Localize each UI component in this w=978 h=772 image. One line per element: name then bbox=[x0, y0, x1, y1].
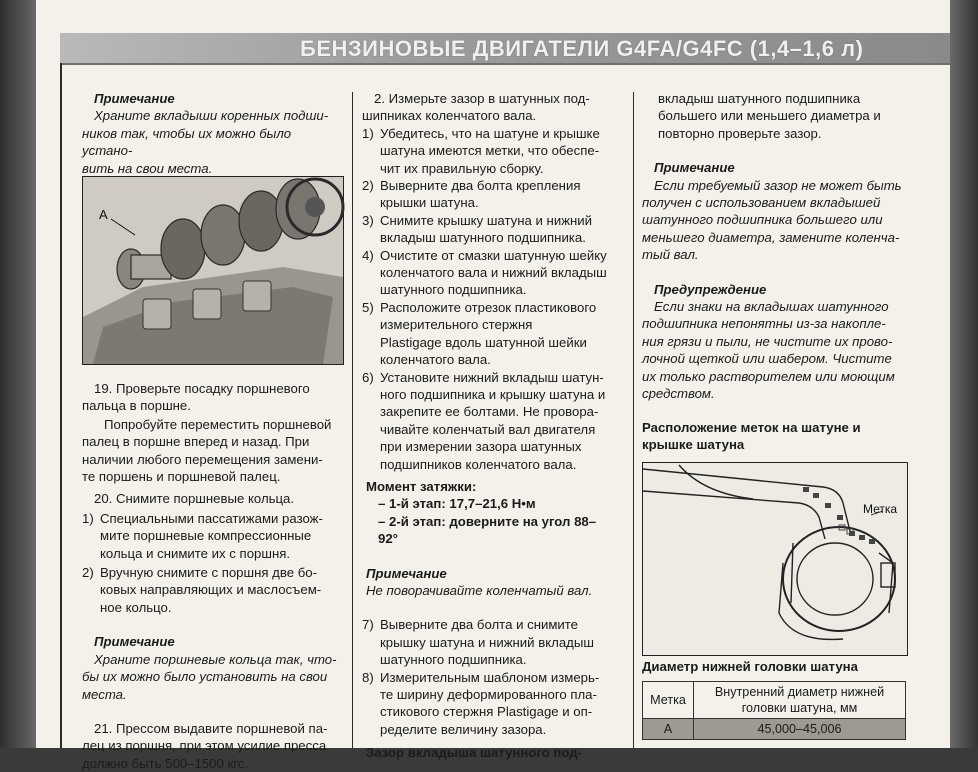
note-line: тый вал. bbox=[642, 247, 699, 263]
step-20-title: 20. Снимите поршневые кольца. bbox=[94, 491, 295, 507]
torque-stage-2-cont: 92° bbox=[378, 531, 398, 547]
page-header-title: БЕНЗИНОВЫЕ ДВИГАТЕЛИ G4FA/G4FC (1,4–1,6 л) bbox=[300, 36, 864, 61]
note-line: получен с использованием вкладышей bbox=[642, 195, 881, 211]
note-title: Примечание bbox=[654, 160, 735, 176]
list-item: 4) Очистите от смазки шатунную шейку коленчатого вала и нижний вкладыш шатунного подшипника. bbox=[362, 247, 607, 298]
note-title: Примечание bbox=[94, 91, 175, 106]
step-21-line: лец из поршня, при этом усилие пресса bbox=[82, 738, 327, 754]
table-cell: А bbox=[643, 719, 694, 740]
note-line: ников так, чтобы их можно было устано- bbox=[82, 125, 292, 159]
step-19-title-cont: пальца в поршне. bbox=[82, 398, 191, 414]
column-divider bbox=[352, 92, 353, 748]
list-item: 7) Выверните два болта и снимите крышку шатуна и нижний вкладыш шатунного подшипника. bbox=[362, 617, 594, 668]
warning-line: Если знаки на вкладышах шатунного bbox=[654, 299, 889, 315]
note-line: бы их можно было установить на свои bbox=[82, 669, 328, 685]
list-item: 2) Вручную снимите с поршня две бо- ковых направляющих и маслосъем- ное кольцо. bbox=[82, 565, 322, 615]
table-title: Диаметр нижней головки шатуна bbox=[642, 659, 858, 674]
step-2-title-cont: шипниках коленчатого вала. bbox=[362, 108, 537, 124]
right-column-table-title bbox=[642, 658, 906, 675]
column-divider bbox=[633, 92, 634, 748]
spec-table bbox=[642, 681, 906, 740]
note-line: места. bbox=[82, 686, 127, 702]
list-item: 1) Убедитесь, что на шатуне и крышке шатуна имеются метки, что обеспе- чит их правильную сборку. bbox=[362, 125, 600, 176]
text-line: большего или меньшего диаметра и bbox=[658, 108, 881, 124]
step-19-line: Попробуйте переместить поршневой bbox=[104, 416, 332, 432]
table-header-cell: Внутренний диаметр нижней головки шатуна, мм bbox=[694, 682, 906, 719]
step-19-line: наличии любого перемещения замени- bbox=[82, 451, 323, 467]
warning-title: Предупреждение bbox=[654, 281, 767, 297]
scan-frame-right bbox=[950, 0, 978, 748]
middle-column bbox=[362, 90, 624, 762]
note-title: Примечание bbox=[366, 565, 447, 581]
table-cell: 45,000–45,006 bbox=[694, 719, 906, 740]
list-item: 1) Специальными пассатижами разож- мите поршневые компрессионные кольца и снимите их с поршня. bbox=[82, 510, 323, 561]
right-column bbox=[642, 90, 906, 453]
left-column-lower bbox=[82, 380, 344, 772]
left-column bbox=[82, 90, 344, 177]
note-line: шатунного подшипника большего или bbox=[642, 212, 883, 228]
torque-stage-1: – 1-й этап: 17,7–21,6 Н•м bbox=[378, 496, 536, 512]
warning-line: лочной щеткой или шабером. Чистите bbox=[642, 351, 892, 367]
step-19-title: 19. Проверьте посадку поршневого bbox=[94, 381, 310, 396]
step-19-line: те поршень и поршневой палец. bbox=[82, 469, 281, 485]
text-line: повторно проверьте зазор. bbox=[658, 125, 822, 141]
scan-frame-left bbox=[0, 0, 36, 748]
note-line: меньшего диаметра, замените коленча- bbox=[642, 229, 900, 245]
torque-stage-2: – 2-й этап: доверните на угол 88– bbox=[378, 513, 597, 529]
table-header-cell: Метка bbox=[643, 682, 694, 719]
list-item: 8) Измерительным шаблоном измерь- те ширину деформированного пла- стикового стержня Plastigage и оп- ределите величину зазора. bbox=[362, 669, 600, 737]
section-heading-cont: крышке шатуна bbox=[642, 436, 745, 452]
note-line: Храните поршневые кольца так, что- bbox=[94, 651, 337, 667]
note-line: вить на свои места. bbox=[82, 160, 213, 176]
step-21-line: 21. Прессом выдавите поршневой па- bbox=[94, 720, 328, 736]
step-19-line: палец в поршне вперед и назад. При bbox=[82, 434, 310, 450]
note-line: Храните вкладыши коренных подши- bbox=[94, 108, 329, 124]
note-line: Не поворачивайте коленчатый вал. bbox=[366, 582, 593, 598]
text-line: вкладыш шатунного подшипника bbox=[658, 91, 861, 106]
list-item: 6) Установите нижний вкладыш шатун- ного подшипника и крышку шатуна и закрепите ее болтами. Не проворa- чивайте коленчатый вал двигателя при измерении зазора шатунных подшипников коленчатого вала. bbox=[362, 369, 606, 472]
warning-line: ния грязи и пыли, не чистите их прово- bbox=[642, 333, 893, 349]
table-header-row bbox=[643, 682, 906, 719]
list-item: 2) Выверните два болта крепления крышки шатуна. bbox=[362, 178, 581, 211]
book-page bbox=[36, 0, 950, 771]
connecting-rod-figure bbox=[642, 462, 908, 656]
connecting-rod-illustration bbox=[643, 463, 907, 655]
step-2-title: 2. Измерьте зазор в шатунных под- bbox=[374, 91, 590, 106]
warning-line: их только растворителем или моющим bbox=[642, 368, 895, 384]
note-line: Если требуемый зазор не может быть bbox=[654, 177, 902, 193]
list-item: 5) Расположите отрезок пластикового измерительного стержня Plastigage вдоль шатунной шейки коленчатого вала. bbox=[362, 299, 597, 368]
note-title: Примечание bbox=[94, 634, 175, 650]
list-item: 3) Снимите крышку шатуна и нижний вкладыш шатунного подшипника. bbox=[362, 212, 593, 246]
table-row bbox=[643, 719, 906, 740]
warning-line: подшипника непонятны из-за накопле- bbox=[642, 316, 886, 332]
section-heading: Зазор вкладыша шатунного под- bbox=[366, 745, 583, 761]
figure-label-mark: Метка bbox=[863, 502, 898, 516]
torque-title: Момент затяжки: bbox=[366, 478, 477, 494]
warning-line: средством. bbox=[642, 386, 715, 402]
figure-label-a: А bbox=[99, 207, 108, 222]
step-21-line: должно быть 500–1500 кгс. bbox=[82, 755, 249, 771]
crankshaft-illustration bbox=[83, 177, 343, 364]
section-heading: Расположение меток на шатуне и bbox=[642, 419, 861, 435]
crankshaft-figure bbox=[82, 176, 344, 365]
left-border-rule bbox=[60, 63, 62, 748]
